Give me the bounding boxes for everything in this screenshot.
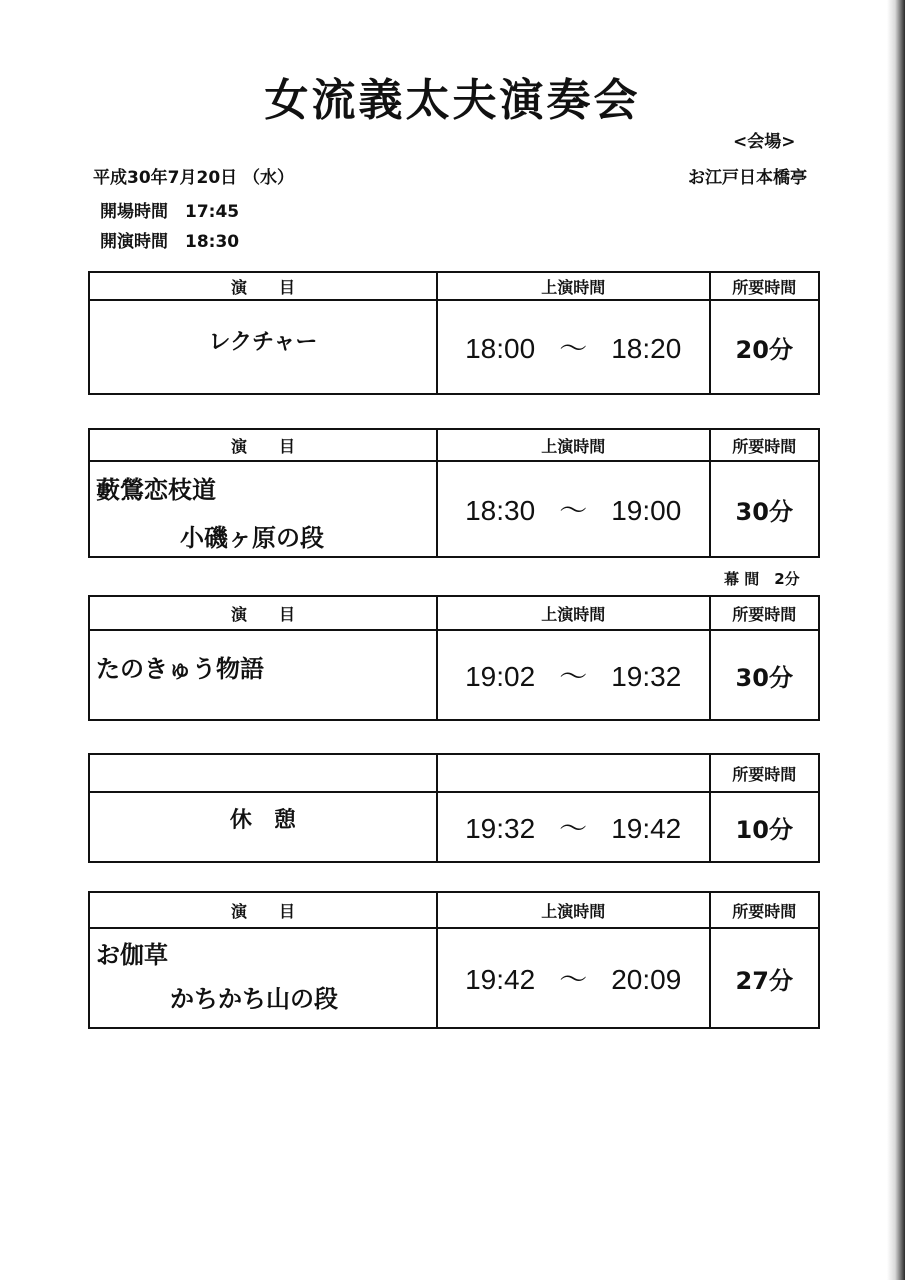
program-table-break: [88, 753, 820, 863]
start-time: 19:02: [465, 661, 536, 692]
header-program: 演 目: [89, 596, 437, 630]
program-scene: かちかち山の段: [170, 984, 338, 1013]
program-table-lecture: [88, 271, 820, 395]
header-duration: 所要時間: [710, 754, 820, 792]
header-duration: 所要時間: [710, 596, 819, 630]
program-name-cell: [89, 461, 437, 557]
program-title: お伽草: [96, 940, 168, 969]
program-table-tanokyu: [88, 595, 820, 721]
intermission-note: 幕 間 2分: [724, 570, 800, 588]
table-header-row: [89, 892, 819, 928]
program-name-cell: [89, 928, 437, 1028]
time-separator: ～: [559, 813, 588, 844]
table-row: [89, 928, 819, 1028]
header-duration: 所要時間: [710, 429, 819, 461]
table-header-row: [89, 754, 819, 792]
time-separator: ～: [559, 661, 588, 692]
duration: 30分: [710, 630, 819, 720]
time-range: [437, 928, 710, 1028]
header-time: 上演時間: [437, 596, 710, 630]
table-row: [89, 630, 819, 720]
start-time: 18:30: [465, 495, 536, 526]
header-time: 上演時間: [437, 892, 710, 928]
header-program: 演 目: [89, 272, 437, 300]
program-name: レクチャー: [89, 300, 437, 394]
program-table-otogizoshi: [88, 891, 820, 1029]
header-duration: 所要時間: [710, 892, 819, 928]
header-empty: [437, 754, 710, 792]
end-time: 18:20: [611, 333, 682, 364]
program-title: 藪鶯恋枝道: [96, 475, 216, 504]
scan-page-edge: [887, 0, 905, 1280]
time-separator: ～: [559, 964, 588, 995]
start-time: 19:42: [465, 964, 536, 995]
table-header-row: [89, 596, 819, 630]
time-range: [437, 461, 710, 557]
start-time: 18:00: [465, 333, 536, 364]
time-range: [437, 300, 710, 394]
program-title: たのきゅう物語: [96, 654, 264, 683]
duration: 10分: [710, 792, 820, 862]
header-program: 演 目: [89, 429, 437, 461]
duration: 27分: [710, 928, 819, 1028]
table-header-row: [89, 272, 819, 300]
time-range: [437, 792, 710, 862]
program-table-yabuuguisu: [88, 428, 820, 558]
program-scene: 小磯ヶ原の段: [180, 523, 324, 552]
end-time: 19:42: [611, 813, 682, 844]
end-time: 20:09: [611, 964, 682, 995]
venue-name: お江戸日本橋亭: [688, 168, 807, 188]
header-program: 演 目: [89, 892, 437, 928]
curtain-time: 開演時間 18:30: [100, 232, 240, 252]
time-separator: ～: [559, 333, 588, 364]
duration: 20分: [710, 300, 819, 394]
header-duration: 所要時間: [710, 272, 819, 300]
program-name-cell: [89, 630, 437, 720]
venue-label: <会場>: [733, 132, 796, 152]
table-row: [89, 792, 819, 862]
end-time: 19:32: [611, 661, 682, 692]
table-row: [89, 461, 819, 557]
header-empty: [89, 754, 437, 792]
program-name: 休 憩: [89, 792, 437, 862]
end-time: 19:00: [611, 495, 682, 526]
start-time: 19:32: [465, 813, 536, 844]
duration: 30分: [710, 461, 819, 557]
header-time: 上演時間: [437, 429, 710, 461]
header-time: 上演時間: [437, 272, 710, 300]
doors-open-time: 開場時間 17:45: [100, 202, 240, 222]
table-header-row: [89, 429, 819, 461]
event-date: 平成30年7月20日 （水）: [93, 168, 295, 188]
time-separator: ～: [559, 495, 588, 526]
table-row: [89, 300, 819, 394]
time-range: [437, 630, 710, 720]
page-title: 女流義太夫演奏会: [264, 75, 641, 126]
